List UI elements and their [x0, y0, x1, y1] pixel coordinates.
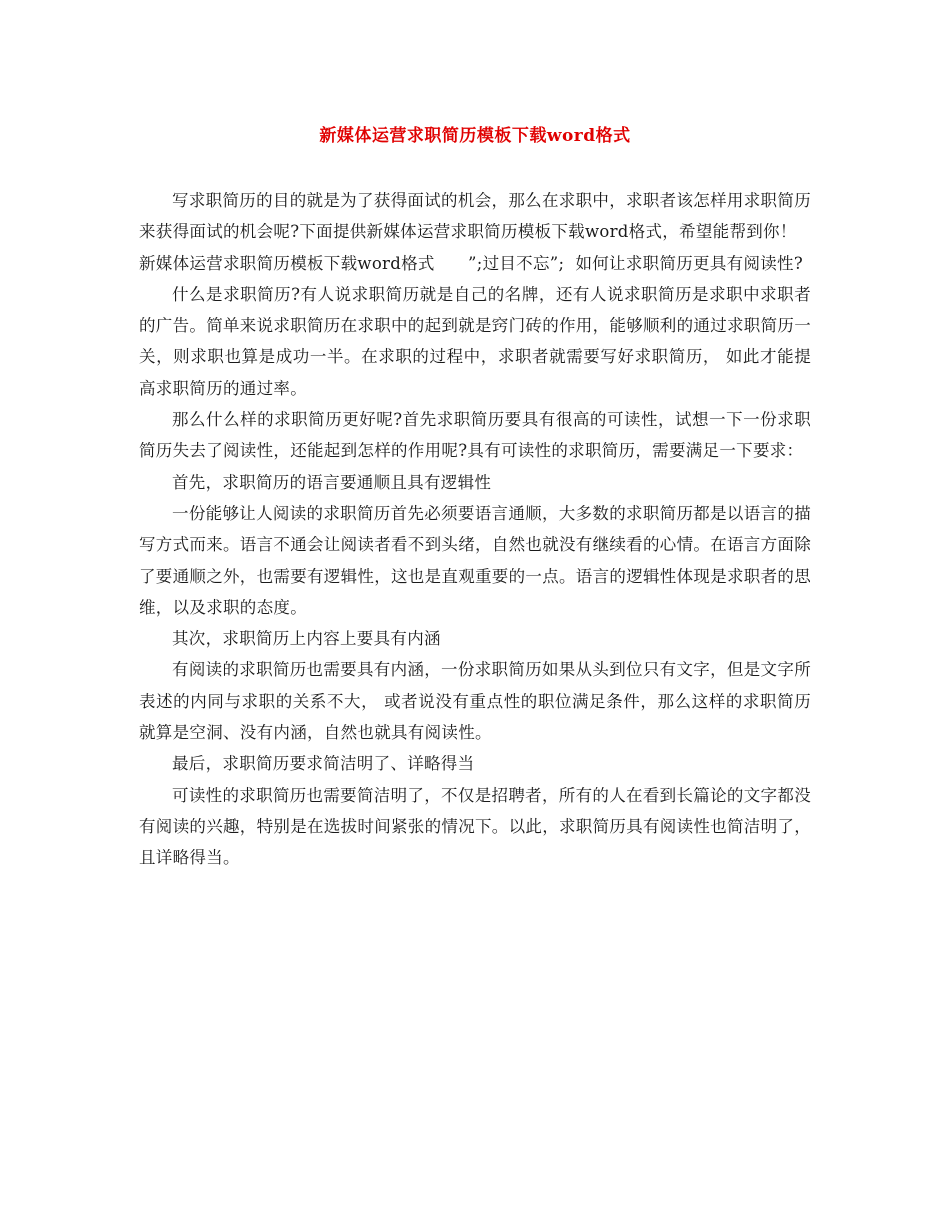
section-heading-second: 其次，求职简历上内容上要具有内涵 [172, 629, 441, 649]
paragraph-intro: 写求职简历的目的就是为了获得面试的机会，那么在求职中，求职者该怎样用求职简历来获得面试的机会呢?下面提供新媒体运营求职简历模板下载word格式，希望能帮到你！ [139, 191, 811, 242]
paragraph-heading-line: 新媒体运营求职简历模板下载word格式 ”;过目不忘”; 如何让求职简历更具有阅读性? [139, 253, 804, 273]
section-heading-last: 最后，求职简历要求简洁明了、详略得当 [172, 754, 475, 774]
document-body [139, 185, 811, 874]
paragraph-content: 有阅读的求职简历也需要具有内涵，一份求职简历如果从头到位只有文字，但是文字所表述的内同与求职的关系不大， 或者说没有重点性的职位满足条件，那么这样的求职简历就算是空洞、没有内涵，自然也就具有阅读性。 [139, 660, 811, 743]
paragraph-good-resume: 那么什么样的求职简历更好呢?首先求职简历要具有很高的可读性，试想一下一份求职简历失去了阅读性，还能起到怎样的作用呢?具有可读性的求职简历，需要满足一下要求： [139, 410, 811, 461]
paragraph-what-is-resume: 什么是求职简历?有人说求职简历就是自己的名牌，还有人说求职简历是求职中求职者的广告。简单来说求职简历在求职中的起到就是窍门砖的作用，能够顺利的通过求职简历一关，则求职也算是成功一半。在求职的过程中，求职者就需要写好求职简历， 如此才能提高求职简历的通过率。 [139, 284, 811, 398]
paragraph-language: 一份能够让人阅读的求职简历首先必须要语言通顺，大多数的求职简历都是以语言的描写方式而来。语言不通会让阅读者看不到头绪，自然也就没有继续看的心情。在语言方面除了要通顺之外，也需要有逻辑性，这也是直观重要的一点。语言的逻辑性体现是求职者的思维，以及求职的态度。 [139, 503, 811, 617]
section-heading-first: 首先，求职简历的语言要通顺且具有逻辑性 [172, 472, 492, 492]
paragraph-concise: 可读性的求职简历也需要简洁明了，不仅是招聘者，所有的人在看到长篇论的文字都没有阅读的兴趣，特别是在选拔时间紧张的情况下。以此，求职简历具有阅读性也简洁明了，且详略得当。 [139, 785, 811, 868]
document-title: 新媒体运营求职简历模板下载word格式 [319, 126, 631, 146]
